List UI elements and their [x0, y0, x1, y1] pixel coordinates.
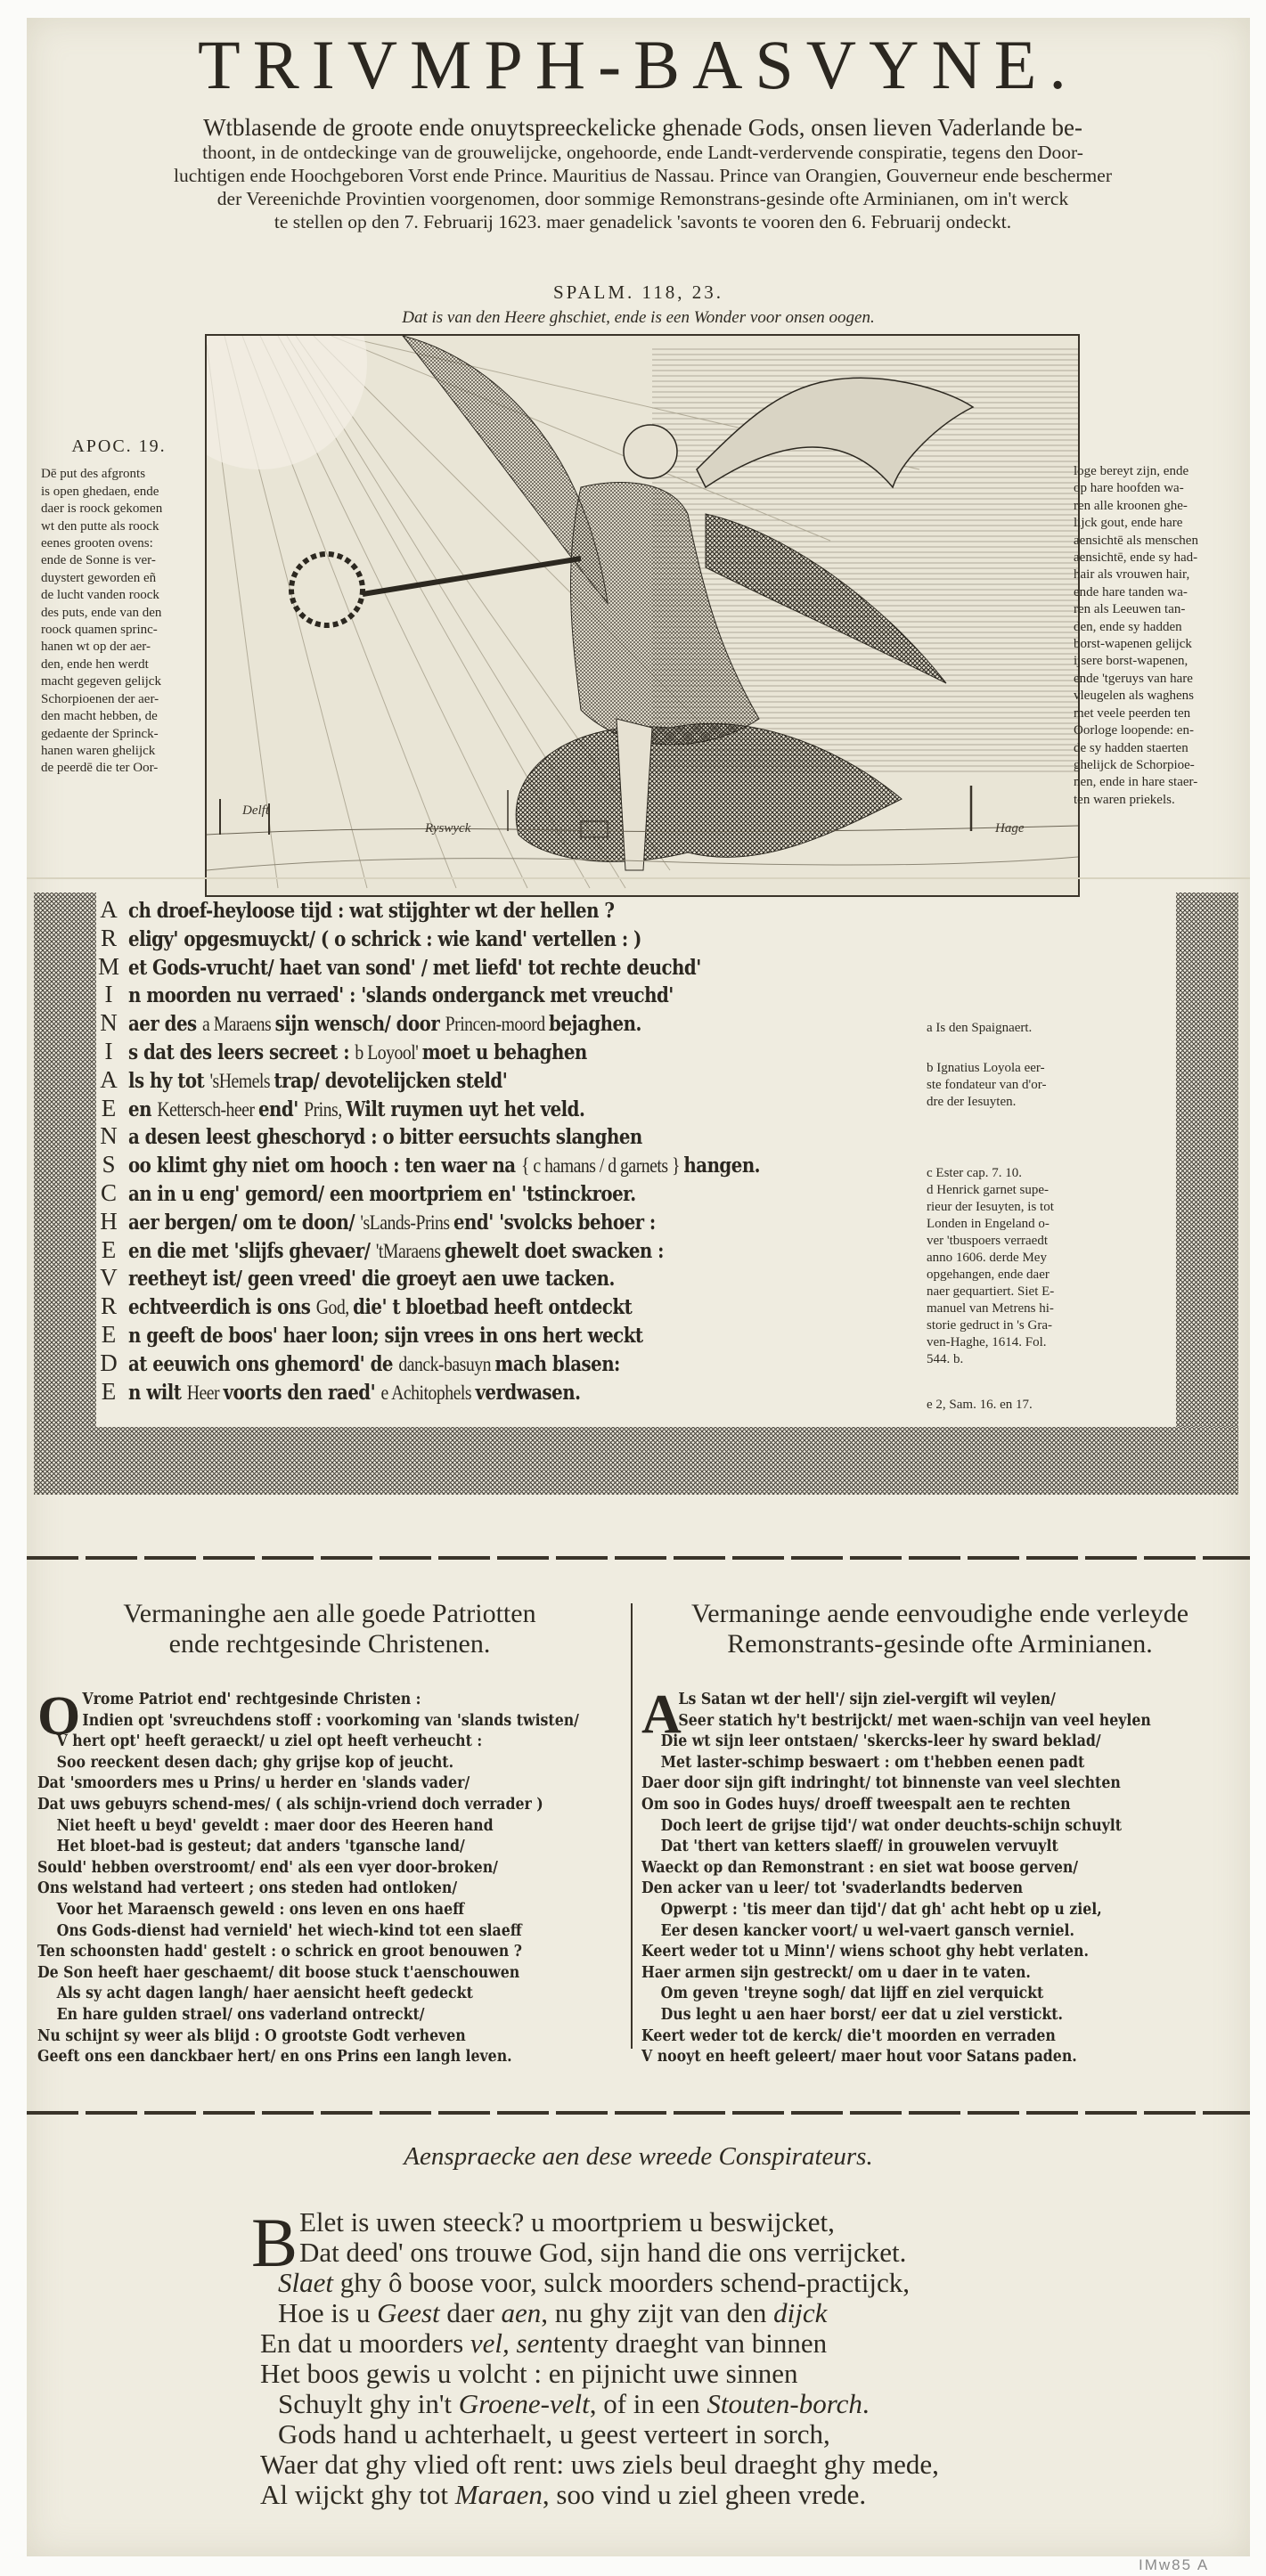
poem-line: V hert opt' heeft geraeckt/ u ziel opt heeft verheucht : [56, 1732, 483, 1751]
poem-line-part: Gods hand u achterhaelt, u geest verteert in sorch, [278, 2418, 830, 2450]
acrostic-poem [27, 882, 1250, 1523]
apocalypse-line: gedaente der Sprinck- [41, 726, 159, 741]
acrostic-text [128, 1211, 656, 1235]
dashed-rule-top [27, 1556, 1250, 1560]
acrostic-text [128, 1012, 641, 1036]
acrostic-text-part: trap/ devotelijcken steld' [274, 1068, 508, 1093]
angel-illustration [207, 336, 1078, 895]
poem-line-part: vel, sen [470, 2327, 553, 2359]
acrostic-text [128, 983, 674, 1007]
acrostic-text [128, 1352, 620, 1376]
acrostic-line [89, 1264, 873, 1292]
note-c-d [927, 1165, 1105, 1368]
apocalypse-text [41, 466, 197, 777]
angel-arm [363, 558, 581, 594]
acrostic-initial: V [100, 1264, 118, 1292]
apocalypse-line: duystert geworden eñ [41, 570, 157, 585]
poem-line: Keert weder tot u Minn'/ wiens schoot ghy hebt verlaten. [641, 1943, 1089, 1961]
right-poem-heading-line: Remonstrants-gesinde ofte Arminianen. [727, 1629, 1153, 1659]
poem-line [260, 2359, 939, 2389]
note-line: b Ignatius Loyola eer- [927, 1061, 1045, 1075]
poem-line-part: daer [439, 2297, 502, 2328]
apocalypse-line: nen, ende in hare staer- [1074, 775, 1198, 790]
acrostic-text-part: 'tMaraens [375, 1239, 445, 1262]
poem-line: Den acker van u leer/ tot 'svaderlandts bederven [641, 1879, 1024, 1898]
acrostic-line [89, 981, 873, 1009]
acrostic-text-part: 'sLands-Prins [360, 1211, 453, 1234]
poem-line-part: Al wijckt ghy tot [260, 2479, 455, 2510]
poem-line: Geeft ons een danckbaer hert/ en ons Prins een langh leven. [37, 2048, 512, 2067]
note-b [927, 1060, 1105, 1111]
note-line: ver 'tbuspoers verraedt [927, 1234, 1048, 1248]
acrostic-text [128, 927, 641, 951]
poem-line [260, 2419, 939, 2450]
apocalypse-line: daer is roock gekomen [41, 501, 163, 517]
acrostic-text-part: eligy' opgesmuyckt/ ( o schrick : wie kand' vertellen : ) [128, 926, 641, 951]
apocalypse-line: den, ende sy hadden [1074, 619, 1182, 634]
acrostic-line [89, 953, 873, 982]
acrostic-text [128, 1324, 643, 1348]
acrostic-text-part: 'sHemels [209, 1069, 274, 1092]
apocalypse-continuation-text [1074, 463, 1225, 809]
poem-line-part: Het boos gewis u volcht : en pijnicht uwe sinnen [260, 2358, 798, 2389]
poem-line: Eer desen kancker voort/ u wel-vaert gansch verniel. [660, 1921, 1075, 1940]
subtitle-line: thoont, in de ontdeckinge van de grouwelijcke, ongehoorde, ende Landt-verdervende conspiratie, tegens den Door- [202, 142, 1083, 163]
poem-line-part: tenty draeght van binnen [552, 2327, 828, 2359]
apocalypse-line: op hare hoofden wa- [1074, 481, 1184, 496]
acrostic-text-part: verdwasen. [475, 1380, 581, 1405]
acrostic-lines [89, 896, 873, 1406]
acrostic-text [128, 1097, 584, 1121]
acrostic-text-part: Prins, [304, 1097, 347, 1121]
acrostic-text-part: ghewelt doet swacken : [444, 1238, 664, 1263]
apocalypse-line: roock quamen sprinc- [41, 623, 158, 638]
acrostic-initial: D [100, 1349, 118, 1376]
acrostic-text-part: mach blasen: [494, 1351, 620, 1376]
poem-line: Waeckt op dan Remonstrant : en siet wat boose gerven/ [641, 1858, 1079, 1877]
page-title: TRIVMPH-BASVYNE. [198, 26, 1079, 103]
acrostic-text-part: bejaghen. [549, 1012, 641, 1037]
acrostic-text-part: end' [257, 1096, 305, 1121]
acrostic-line [89, 1009, 873, 1038]
sun-icon [207, 336, 367, 469]
acrostic-initial: E [101, 1235, 117, 1263]
poem-line: Nu schijnt sy weer als blijd : O grootste Godt verheven [37, 2026, 466, 2045]
laurel-wreath-icon [291, 554, 363, 625]
acrostic-text-part: sijn wensch/ door [274, 1012, 445, 1037]
left-poem-heading [45, 1599, 615, 1659]
acrostic-text-part: n wilt [128, 1380, 187, 1405]
acrostic-initial: I [104, 981, 113, 1008]
acrostic-text-part: a Maraens [202, 1013, 275, 1036]
acrostic-text-part: Kettersch-heer [157, 1097, 258, 1121]
acrostic-text-part: Princen-moord [445, 1013, 550, 1036]
acrostic-text [128, 1125, 642, 1149]
acrostic-text-part: end' 'svolcks behoer : [453, 1210, 656, 1235]
note-line: manuel van Metrens hi- [927, 1301, 1054, 1316]
note-line: Londen in Engeland o- [927, 1217, 1050, 1231]
acrostic-text-part: aer des [128, 1012, 203, 1037]
poem-line [260, 2480, 939, 2510]
acrostic-line [89, 896, 873, 925]
poem-line: Als sy acht dagen langh/ haer aensicht heeft gedeckt [56, 1985, 473, 2003]
angel-head [624, 425, 677, 478]
acrostic-initial: M [97, 952, 119, 980]
acrostic-text-part: at eeuwich ons ghemord' de [128, 1351, 399, 1376]
upper-section [27, 18, 1250, 877]
poem-line-part: aen [501, 2297, 542, 2328]
apocalypse-line: ten waren priekels. [1074, 792, 1175, 807]
poem-line [260, 2328, 939, 2359]
note-e: e 2, Sam. 16. en 17. [927, 1398, 1033, 1412]
acrostic-text [128, 1069, 507, 1093]
dashed-rule-bottom [27, 2111, 1250, 2115]
acrostic-initial: N [100, 1122, 118, 1150]
apocalypse-line: macht gegeven gelijck [41, 674, 161, 689]
acrostic-text-part: danck-basuyn [398, 1352, 495, 1375]
acrostic-line [89, 925, 873, 953]
apocalypse-line: loge bereyt zijn, ende [1074, 464, 1189, 478]
pencil-inventory-mark: IMw85 A [1139, 2556, 1210, 2573]
acrostic-line [89, 1122, 873, 1151]
acrostic-text [128, 956, 701, 980]
poem-line: Dat 'thert van ketters slaeff/ in grouwelen vervuylt [660, 1838, 1058, 1856]
apocalypse-line: Oorloge loopende: en- [1074, 723, 1194, 738]
poem-line-part: . [862, 2388, 870, 2419]
acrostic-initial: H [100, 1207, 118, 1235]
acrostic-text-part: voorts den raed' [223, 1380, 381, 1405]
note-line: storie gedruct in 's Gra- [927, 1318, 1052, 1333]
left-poem [37, 1690, 625, 2068]
poem-line: Niet heeft u beyd' geveldt : maer door des Heeren hand [56, 1816, 494, 1835]
acrostic-text [128, 899, 614, 923]
note-line: ven-Haghe, 1614. Fol. [927, 1335, 1047, 1349]
apocalypse-line: ende 'tgeruys van hare [1074, 671, 1193, 686]
acrostic-text-part: echtveerdich is ons [128, 1295, 316, 1320]
poem-line [260, 2238, 939, 2268]
acrostic-initial: I [104, 1037, 113, 1064]
apocalypse-line: ghelijck de Schorpioe- [1074, 757, 1195, 772]
acrostic-text-part: { c hamans / d garnets } [520, 1154, 684, 1178]
acrostic-text-part: en die met 'slijfs ghevaer/ [128, 1238, 376, 1263]
poem-line-part: dijck [773, 2297, 828, 2328]
acrostic-text-part: ch droef-heyloose tijd : wat stijghter wt der hellen ? [128, 899, 615, 923]
ornament-border-right [1176, 893, 1238, 1427]
poem-line-part: Waer dat ghy vlied oft rent: uws ziels beul draeght ghy mede, [260, 2449, 939, 2480]
note-a: a Is den Spaignaert. [927, 1021, 1033, 1035]
apocalypse-line: eenes grooten ovens: [41, 536, 153, 551]
note-line: naer gequartiert. Siet E- [927, 1284, 1055, 1299]
poem-line: Voor het Maraensch geweld : ons leven en ons haeff [56, 1900, 465, 1919]
subtitle-line: te stellen op den 7. Februarij 1623. maer genadelick 'savonts te vooren den 6. Februarij ondeckt. [274, 211, 1012, 232]
note-line: opgehangen, ende daer [927, 1268, 1050, 1282]
acrostic-line [89, 1038, 873, 1066]
acrostic-text-part: oo klimt ghy niet om hooch : ten waer na [128, 1153, 521, 1178]
broadsheet [27, 18, 1250, 2556]
apocalypse-line: hanen wt op der aer- [41, 640, 151, 655]
apocalypse-line: ende de Sonne is ver- [41, 553, 156, 568]
left-poem-dropcap: O [37, 1686, 81, 1747]
acrostic-initial: E [101, 1094, 117, 1121]
poem-line-part: Dat deed' ons trouwe God, sijn hand die ons verrijcket. [299, 2237, 907, 2268]
psalm-quote: Dat is van den Heere ghschiet, ende is een Wonder voor onsen oogen. [402, 308, 875, 327]
poem-line: Om geven 'treyne sogh/ dat lijff en ziel verquickt [660, 1985, 1044, 2003]
poem-line: Ons Gods-dienst had vernield' het wiech-kind tot een slaeff [56, 1921, 522, 1940]
acrostic-text-part: b Loyool' [355, 1040, 422, 1064]
subtitle-line: luchtigen ende Hoochgeboren Vorst ende Prince. Mauritius de Nassau. Prince van Orangien, Gouverneur ende beschermer [174, 165, 1112, 186]
right-poem-heading [641, 1599, 1238, 1659]
acrostic-text-part: n geeft de boos' haer loon; sijn vrees in ons hert weckt [128, 1323, 643, 1348]
poem-line: Seer statich hy't bestrijckt/ met waen-schijn van veel heylen [678, 1711, 1151, 1730]
apocalypse-line: de sy hadden staerten [1074, 740, 1188, 755]
acrostic-text [128, 1040, 587, 1064]
label-delft: Delft [242, 803, 269, 818]
poem-line: Ten schoonsten hadd' gestelt : o schrick en groot benouwen ? [37, 1943, 522, 1961]
acrostic-text-part: Heer [186, 1381, 224, 1404]
acrostic-text [128, 1239, 664, 1263]
address-poem [260, 2207, 939, 2510]
acrostic-text-part: an in u eng' gemord/ een moortpriem en' 'tstinckroer. [128, 1181, 636, 1206]
poem-line: Doch leert de grijse tijd'/ wat onder deuchts-schijn schuylt [660, 1816, 1123, 1835]
poem-line-part: , soo vind u ziel gheen vrede. [542, 2479, 867, 2510]
acrostic-line [89, 1321, 873, 1349]
psalm-reference: SPALM. 118, 23. [552, 281, 724, 303]
apocalypse-line: met veele peerden ten [1074, 705, 1191, 721]
acrostic-initial: R [100, 924, 117, 951]
poem-line: Daer door sijn gift indringht/ tot binnenste van veel slechten [641, 1774, 1121, 1793]
acrostic-initial: R [100, 1292, 117, 1320]
subtitle-line: der Vereenichde Provintien voorgenomen, door sommige Remonstrans-gesinde ofte Arminianen, om in't werck [216, 188, 1069, 209]
poem-line: Ons welstand had verteert ; ons steden had ontloken/ [37, 1879, 458, 1898]
angel-engraving [205, 334, 1080, 897]
poem-line: V nooyt en heeft geleert/ maer hout voor Satans paden. [641, 2048, 1077, 2067]
poem-line-part: , nu ghy zijt van den [541, 2297, 774, 2328]
poem-line-part: Stouten-borch [707, 2388, 862, 2419]
poem-line: Keert weder tot de kerck/ die't moorden en verraden [641, 2026, 1056, 2045]
acrostic-text-part: n moorden nu verraed' : 'slands onderganck met vreuchd' [128, 983, 674, 1008]
ornament-border-bottom [34, 1427, 1238, 1495]
poem-line [260, 2207, 939, 2238]
acrostic-line [89, 1066, 873, 1095]
label-ryswyck: Ryswyck [425, 821, 471, 836]
left-poem-heading-line: Vermaninghe aen alle goede Patriotten [123, 1599, 536, 1628]
note-line: d Henrick garnet supe- [927, 1183, 1050, 1197]
poem-line-part: , of in een [589, 2388, 707, 2419]
acrostic-text [128, 1295, 632, 1319]
note-line: anno 1606. derde Mey [927, 1251, 1047, 1265]
poem-line-part: Schuylt ghy in't [278, 2388, 459, 2419]
acrostic-line [89, 1349, 873, 1378]
acrostic-text [128, 1182, 636, 1206]
note-line: 544. b. [927, 1352, 964, 1366]
poem-line: Om soo in Godes huys/ droeff tweespalt aen te rechten [641, 1795, 1071, 1814]
apocalypse-line: hanen waren ghelijck [41, 743, 156, 758]
poem-line: Vrome Patriot end' rechtgesinde Christen : [82, 1691, 421, 1708]
apocalypse-line: Dē put des afgronts [41, 467, 146, 482]
acrostic-text-part: reetheyt ist/ geen vreed' die groeyt aen uwe tacken. [128, 1267, 615, 1292]
apocalypse-line: den, ende hen werdt [41, 656, 149, 672]
apocalypse-line: de lucht vanden roock [41, 588, 159, 603]
poem-line: Met laster-schimp beswaert : om t'hebben eenen padt [660, 1753, 1085, 1772]
acrostic-initial: A [100, 1065, 118, 1093]
subtitle-line: Wtblasende de groote ende onuytspreeckelicke ghenade Gods, onsen lieven Vaderlande be- [203, 114, 1082, 141]
poem-line [260, 2450, 939, 2480]
acrostic-initial: A [100, 896, 118, 923]
acrostic-text-part: ls hy tot [128, 1068, 210, 1093]
apocalypse-line: wt den putte als roock [41, 518, 159, 534]
acrostic-text-part: moet u behaghen [421, 1039, 587, 1064]
apocalypse-line: ijsere borst-wapenen, [1074, 654, 1188, 669]
poem-line [260, 2268, 939, 2298]
address-heading: Aenspraecke aen dese wreede Conspirateurs. [404, 2142, 873, 2171]
poem-line: Die wt sijn leer ontstaen/ 'skercks-leer hy sward beklad/ [660, 1732, 1101, 1751]
acrostic-text-part: et Gods-vrucht/ haet van sond' / met liefd' tot rechte deuchd' [128, 955, 701, 980]
note-line: ste fondateur van d'or- [927, 1078, 1047, 1092]
apocalypse-line: aensichtē als menschen [1074, 533, 1198, 548]
poem-line: Soo reeckent desen dach; ghy grijse kop of jeucht. [56, 1753, 454, 1772]
acrostic-text-part: God, [315, 1296, 354, 1319]
poem-line: Haer armen sijn gestreckt/ om u daer in te vaten. [641, 1963, 1031, 1982]
acrostic-line [89, 1378, 873, 1406]
poem-line: Dus leght u aen haer borst/ eer dat u ziel verstickt. [660, 2005, 1064, 2024]
apocalypse-line: lijck gout, ende hare [1074, 516, 1183, 531]
poem-line: De Son heeft haer geschaemt/ dit boose stuck t'aenschouwen [37, 1963, 520, 1982]
acrostic-text-part: hangen. [683, 1153, 761, 1178]
acrostic-initial: E [101, 1377, 117, 1405]
poem-line [260, 2389, 939, 2419]
acrostic-initial: C [100, 1178, 117, 1206]
poem-line: Dat uws gebuyrs schend-mes/ ( als schijn-vriend doch verrader ) [37, 1795, 543, 1814]
acrostic-line [89, 1151, 873, 1179]
apocalypse-line: is open ghedaen, ende [41, 484, 159, 499]
acrostic-text [128, 1381, 580, 1405]
acrostic-initial: N [100, 1009, 118, 1037]
label-hage: Hage [995, 821, 1025, 836]
poem-line: Opwerpt : 'tis meer dan tijd'/ dat gh' acht hebt op u ziel, [660, 1900, 1102, 1919]
poem-line-part: Geest [377, 2297, 440, 2328]
acrostic-text-part: aer bergen/ om te doon/ [128, 1210, 361, 1235]
acrostic-line [89, 1236, 873, 1265]
poem-line: Dat 'smoorders mes u Prins/ u herder en 'slands vader/ [37, 1774, 470, 1793]
apocalypse-line: Schorpioenen der aer- [41, 691, 159, 706]
acrostic-line [89, 1292, 873, 1321]
section-divider [27, 877, 1250, 879]
poem-line: Sould' hebben overstroomt/ end' als een vyer door-broken/ [37, 1858, 498, 1877]
apocalypse-line: ende hare tanden wa- [1074, 584, 1188, 599]
apocalypse-heading: APOC. 19. [71, 436, 167, 456]
poem-line-part: Groene-velt [458, 2388, 590, 2419]
apocalypse-line: hair als vrouwen hair, [1074, 567, 1190, 583]
acrostic-text-part: a desen leest gheschoryd : o bitter eersuchts slanghen [128, 1125, 642, 1150]
poem-line [260, 2298, 939, 2328]
column-separator [631, 1603, 633, 2049]
apocalypse-line: des puts, ende van den [41, 605, 162, 620]
acrostic-text-part: s dat des leers secreet : [128, 1039, 355, 1064]
apocalypse-line: den macht hebben, de [41, 709, 158, 724]
note-line: c Ester cap. 7. 10. [927, 1166, 1023, 1180]
apocalypse-line: borst-wapenen gelijck [1074, 637, 1192, 652]
bottom-poem-dropcap: B [251, 2204, 298, 2281]
subtitle [53, 114, 1232, 233]
acrostic-text [128, 1267, 615, 1291]
poem-line: Ls Satan wt der hell'/ sijn ziel-vergift wil veylen/ [678, 1691, 1056, 1708]
poem-line-part: Maraen [454, 2479, 543, 2510]
poem-line-part: ghy ô boose voor, sulck moorders schend-practijck, [333, 2267, 911, 2298]
acrostic-initial: S [102, 1151, 116, 1178]
poem-line: Het bloet-bad is gesteut; dat anders 'tgansche land/ [56, 1838, 465, 1856]
left-poem-heading-line: ende rechtgesinde Christenen. [168, 1629, 491, 1659]
acrostic-line [89, 1208, 873, 1236]
note-line: rieur der Iesuyten, is tot [927, 1200, 1054, 1214]
acrostic-text [128, 1153, 760, 1178]
note-line: dre der Iesuyten. [927, 1095, 1017, 1109]
acrostic-initial: E [101, 1320, 117, 1348]
poem-line: En hare gulden strael/ ons vaderland ontreckt/ [56, 2005, 425, 2024]
apocalypse-line: ren alle kroonen ghe- [1074, 498, 1188, 513]
acrostic-line [89, 1095, 873, 1123]
poem-line: Indien opt 'svreuchdens stoff : voorkoming van 'slands twisten/ [82, 1711, 579, 1730]
poem-line-part: Hoe is u [278, 2297, 378, 2328]
apocalypse-continuation [1074, 463, 1225, 809]
poem-line-part: En dat u moorders [260, 2327, 470, 2359]
acrostic-line [89, 1179, 873, 1208]
apocalypse-column [41, 438, 197, 778]
poem-line-part: Elet is uwen steeck? u moortpriem u beswijcket, [299, 2206, 835, 2238]
acrostic-text-part: en [128, 1096, 158, 1121]
ornament-border-left [34, 893, 96, 1427]
right-poem-dropcap: A [641, 1684, 682, 1745]
apocalypse-line: vleugelen als waghens [1074, 689, 1194, 704]
poem-line-part: Slaet [278, 2267, 333, 2298]
right-poem [641, 1690, 1247, 2068]
acrostic-text-part: e Achitophels [380, 1381, 476, 1404]
apocalypse-line: de peerdē die ter Oor- [41, 761, 159, 776]
apocalypse-line: ren als Leeuwen tan- [1074, 602, 1186, 617]
apocalypse-line: aensichtē, ende sy had- [1074, 550, 1198, 566]
right-poem-heading-line: Vermaninge aende eenvoudighe ende verleyde [690, 1599, 1189, 1628]
acrostic-text-part: die' t bloetbad heeft ontdeckt [353, 1295, 633, 1320]
acrostic-text-part: Wilt ruymen uyt het veld. [346, 1096, 585, 1121]
